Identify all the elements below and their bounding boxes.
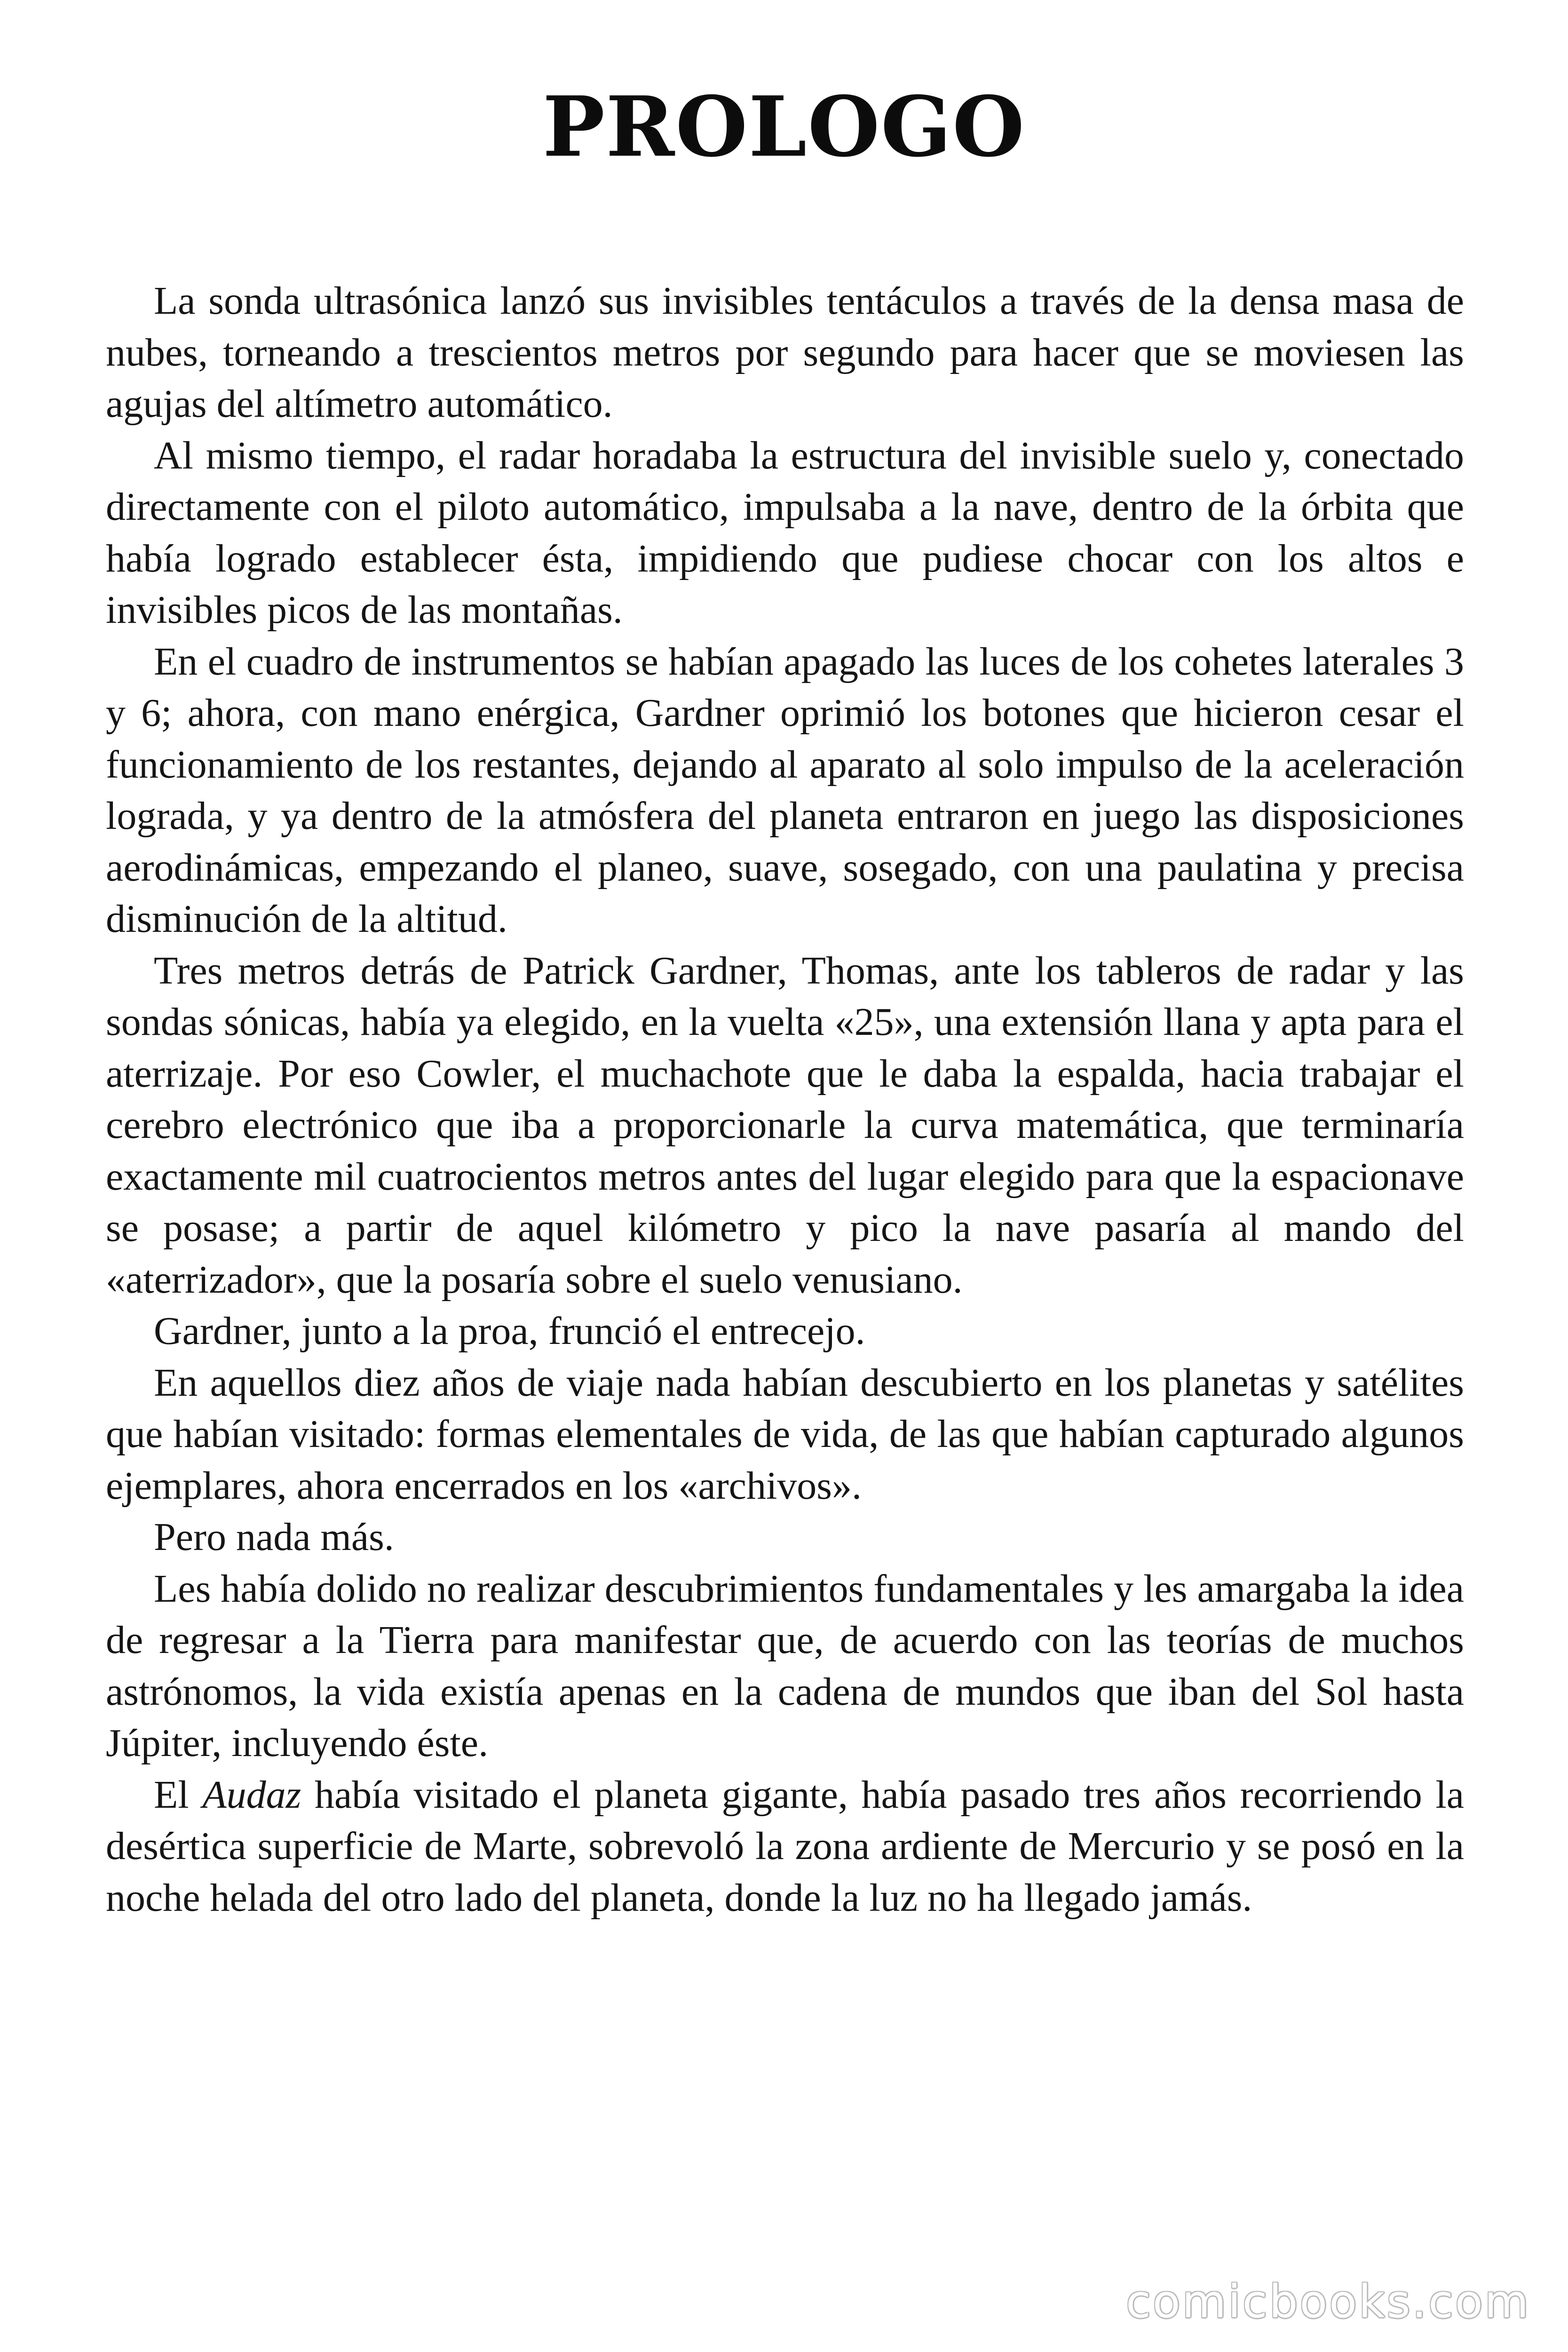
paragraph-1: La sonda ultrasónica lanzó sus invisibles tentáculos a través de la densa masa de nubes, torneando a trescientos metros por segundo para hacer que se moviesen las agujas del altímetro automático.	[106, 279, 1464, 426]
chapter-body	[106, 275, 1464, 1923]
paragraph-4: Tres metros detrás de Patrick Gardner, Thomas, ante los tableros de radar y las sondas sónicas, había ya elegido, en la vuelta «25», una extensión llana y apta para el aterrizaje. Por eso Cowler, el muchachote que le daba la espalda, hacia trabajar el cerebro electrónico que iba a proporcionarle la curva matemática, que terminaría exactamente mil cuatrocientos metros antes del lugar elegido para que la espacionave se posase; a partir de aquel kilómetro y pico la nave pasaría al mando del «aterrizador», que la posaría sobre el suelo venusiano.	[106, 948, 1464, 1302]
paragraph-7: Pero nada más.	[154, 1515, 394, 1559]
paragraph-2: Al mismo tiempo, el radar horadaba la estructura del invisible suelo y, conectado directamente con el piloto automático, impulsaba a la nave, dentro de la órbita que había logrado establecer ésta, impidiendo que pudiese chocar con los altos e invisibles picos de las montañas.	[106, 433, 1464, 632]
chapter-title: PROLOGO	[542, 78, 1026, 175]
paragraph-9-lead: El	[154, 1772, 203, 1817]
paragraph-3: En el cuadro de instrumentos se habían apagado las luces de los cohetes laterales 3 y 6; ahora, con mano enérgica, Gardner oprimió los botones que hicieron cesar el funcionamiento de los restantes, dejando al aparato al solo impulso de la aceleración lograda, y ya dentro de la atmósfera del planeta entraron en juego las disposiciones aerodinámicas, empezando el planeo, suave, sosegado, con una paulatina y precisa disminución de la altitud.	[106, 639, 1464, 941]
paragraph-5: Gardner, junto a la proa, frunció el entrecejo.	[154, 1309, 865, 1353]
watermark: comicbooks.com	[1125, 2275, 1530, 2328]
paragraph-9	[106, 1769, 1464, 1924]
paragraph-8: Les había dolido no realizar descubrimientos fundamentales y les amargaba la idea de regresar a la Tierra para manifestar que, de acuerdo con las teorías de muchos astrónomos, la vida existía apenas en la cadena de mundos que iban del Sol hasta Júpiter, incluyendo éste.	[106, 1566, 1464, 1765]
ship-name: Audaz	[202, 1772, 301, 1817]
paragraph-6: En aquellos diez años de viaje nada habían descubierto en los planetas y satélites que habían visitado: formas elementales de vida, de las que habían capturado algunos ejemplares, ahora encerrados en los «archivos».	[106, 1360, 1464, 1508]
paragraph-9-rest: había visitado el planeta gigante, había pasado tres años recorriendo la desértica superficie de Marte, sobrevoló la zona ardiente de Mercurio y se posó en la noche helada del otro lado del planeta, donde la luz no ha llegado jamás.	[106, 1772, 1464, 1920]
